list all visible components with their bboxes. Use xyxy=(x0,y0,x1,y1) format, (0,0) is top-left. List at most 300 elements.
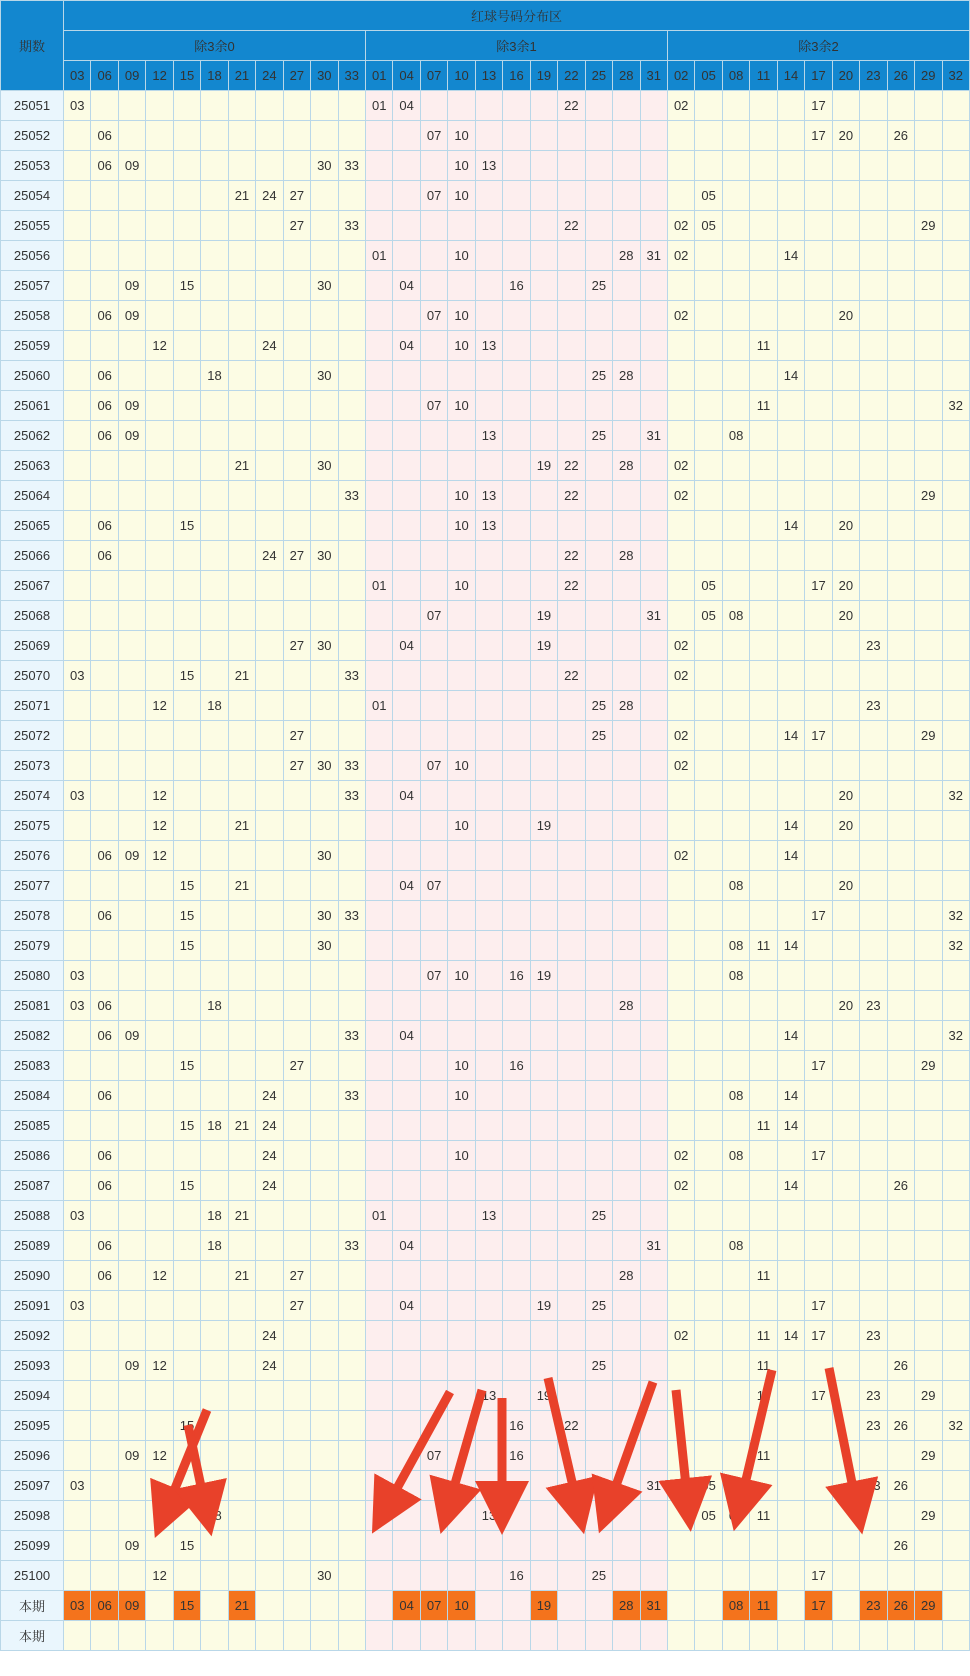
cell-21 xyxy=(228,721,255,751)
cell-02 xyxy=(667,271,694,301)
cell-05 xyxy=(695,1261,722,1291)
cell-33 xyxy=(338,301,365,331)
period-cell: 25099 xyxy=(1,1531,64,1561)
cell-22 xyxy=(558,271,585,301)
cell-02 xyxy=(667,181,694,211)
cell-10: 10 xyxy=(448,1141,475,1171)
cell-09 xyxy=(118,361,145,391)
cell-05 xyxy=(695,931,722,961)
cell-20: 20 xyxy=(832,871,859,901)
current-cell-12 xyxy=(146,1621,173,1651)
cell-10: 10 xyxy=(448,811,475,841)
cell-10 xyxy=(448,211,475,241)
cell-23 xyxy=(860,961,887,991)
cell-12 xyxy=(146,271,173,301)
table-body xyxy=(1,91,970,1591)
cell-02: 02 xyxy=(667,211,694,241)
cell-32 xyxy=(942,871,970,901)
cell-23 xyxy=(860,91,887,121)
cell-03: 03 xyxy=(64,661,91,691)
cell-31: 31 xyxy=(640,601,667,631)
table-row xyxy=(1,451,970,481)
cell-22: 22 xyxy=(558,661,585,691)
cell-18 xyxy=(201,601,228,631)
cell-07: 07 xyxy=(420,121,447,151)
cell-10: 10 xyxy=(448,1081,475,1111)
cell-09 xyxy=(118,1291,145,1321)
cell-20 xyxy=(832,1021,859,1051)
table-row xyxy=(1,751,970,781)
cell-30 xyxy=(311,1291,338,1321)
cell-11 xyxy=(750,991,777,1021)
cell-27 xyxy=(283,121,310,151)
cell-14: 14 xyxy=(777,241,804,271)
cell-26 xyxy=(887,1081,914,1111)
cell-01 xyxy=(365,121,392,151)
current-cell-07 xyxy=(420,1621,447,1651)
cell-31 xyxy=(640,91,667,121)
cell-30: 30 xyxy=(311,451,338,481)
cell-11 xyxy=(750,241,777,271)
cell-13 xyxy=(475,301,502,331)
cell-06 xyxy=(91,1411,118,1441)
cell-09 xyxy=(118,751,145,781)
cell-10 xyxy=(448,91,475,121)
cell-29 xyxy=(915,181,942,211)
cell-06 xyxy=(91,451,118,481)
cell-32 xyxy=(942,301,970,331)
cell-10 xyxy=(448,1561,475,1591)
cell-21: 21 xyxy=(228,451,255,481)
table-row xyxy=(1,1561,970,1591)
cell-20 xyxy=(832,1471,859,1501)
period-cell: 25086 xyxy=(1,1141,64,1171)
period-cell: 25092 xyxy=(1,1321,64,1351)
cell-28 xyxy=(613,1471,640,1501)
cell-11 xyxy=(750,211,777,241)
cell-32 xyxy=(942,1501,970,1531)
cell-13 xyxy=(475,991,502,1021)
cell-14 xyxy=(777,481,804,511)
cell-01 xyxy=(365,361,392,391)
table-row xyxy=(1,991,970,1021)
period-cell: 25094 xyxy=(1,1381,64,1411)
cell-02: 02 xyxy=(667,1171,694,1201)
cell-07 xyxy=(420,1501,447,1531)
cell-21 xyxy=(228,1471,255,1501)
cell-21 xyxy=(228,511,255,541)
cell-26 xyxy=(887,1141,914,1171)
cell-07 xyxy=(420,481,447,511)
cell-26: 26 xyxy=(887,1171,914,1201)
cell-18 xyxy=(201,931,228,961)
cell-33 xyxy=(338,961,365,991)
cell-21: 21 xyxy=(228,811,255,841)
cell-28 xyxy=(613,511,640,541)
cell-05 xyxy=(695,421,722,451)
cell-23 xyxy=(860,1081,887,1111)
cell-12 xyxy=(146,1411,173,1441)
cell-32: 32 xyxy=(942,901,970,931)
cell-09 xyxy=(118,1381,145,1411)
cell-31 xyxy=(640,1051,667,1081)
cell-21 xyxy=(228,1021,255,1051)
cell-11 xyxy=(750,661,777,691)
cell-28 xyxy=(613,631,640,661)
current-cell-09: 09 xyxy=(118,1591,145,1621)
cell-16 xyxy=(503,1201,530,1231)
cell-25 xyxy=(585,961,612,991)
cell-32 xyxy=(942,1081,970,1111)
cell-01 xyxy=(365,901,392,931)
cell-06: 06 xyxy=(91,151,118,181)
cell-08 xyxy=(722,811,749,841)
table-title-row xyxy=(1,1,970,31)
cell-06: 06 xyxy=(91,1081,118,1111)
cell-09 xyxy=(118,781,145,811)
cell-04: 04 xyxy=(393,1021,420,1051)
cell-06 xyxy=(91,1561,118,1591)
table-row xyxy=(1,781,970,811)
cell-16 xyxy=(503,91,530,121)
cell-23 xyxy=(860,1291,887,1321)
cell-11: 11 xyxy=(750,1261,777,1291)
cell-12 xyxy=(146,901,173,931)
current-cell-33 xyxy=(338,1621,365,1651)
cell-11 xyxy=(750,181,777,211)
period-cell: 25060 xyxy=(1,361,64,391)
cell-29: 29 xyxy=(915,1051,942,1081)
cell-25: 25 xyxy=(585,1351,612,1381)
cell-22 xyxy=(558,961,585,991)
cell-15: 15 xyxy=(173,1051,200,1081)
cell-20 xyxy=(832,1531,859,1561)
cell-30 xyxy=(311,241,338,271)
cell-30 xyxy=(311,301,338,331)
table-row xyxy=(1,841,970,871)
current-period-row-2 xyxy=(1,1621,970,1651)
cell-19 xyxy=(530,421,557,451)
cell-12 xyxy=(146,511,173,541)
cell-24 xyxy=(256,1291,283,1321)
current-cell-05 xyxy=(695,1591,722,1621)
current-cell-22 xyxy=(558,1591,585,1621)
cell-16 xyxy=(503,691,530,721)
cell-01 xyxy=(365,301,392,331)
cell-10: 10 xyxy=(448,121,475,151)
cell-08 xyxy=(722,211,749,241)
cell-15 xyxy=(173,151,200,181)
current-cell-15 xyxy=(173,1621,200,1651)
cell-28: 28 xyxy=(613,451,640,481)
cell-07 xyxy=(420,811,447,841)
cell-08 xyxy=(722,781,749,811)
cell-29 xyxy=(915,541,942,571)
cell-06 xyxy=(91,1501,118,1531)
cell-19 xyxy=(530,361,557,391)
cell-06 xyxy=(91,241,118,271)
cell-33 xyxy=(338,331,365,361)
cell-32 xyxy=(942,1201,970,1231)
cell-18 xyxy=(201,241,228,271)
table-row xyxy=(1,331,970,361)
cell-07 xyxy=(420,361,447,391)
cell-14 xyxy=(777,1561,804,1591)
cell-04: 04 xyxy=(393,631,420,661)
cell-03 xyxy=(64,451,91,481)
cell-15 xyxy=(173,1441,200,1471)
period-cell: 25069 xyxy=(1,631,64,661)
cell-17 xyxy=(805,631,832,661)
cell-32: 32 xyxy=(942,931,970,961)
cell-21 xyxy=(228,1411,255,1441)
cell-30 xyxy=(311,601,338,631)
cell-29 xyxy=(915,661,942,691)
cell-31 xyxy=(640,1411,667,1441)
cell-09 xyxy=(118,871,145,901)
period-cell: 25051 xyxy=(1,91,64,121)
cell-13 xyxy=(475,691,502,721)
cell-09 xyxy=(118,91,145,121)
period-cell: 25085 xyxy=(1,1111,64,1141)
cell-32 xyxy=(942,751,970,781)
cell-12 xyxy=(146,1051,173,1081)
current-cell-10: 10 xyxy=(448,1591,475,1621)
number-header-27: 27 xyxy=(283,61,310,91)
cell-32 xyxy=(942,1171,970,1201)
cell-25 xyxy=(585,451,612,481)
cell-09 xyxy=(118,1261,145,1291)
cell-25 xyxy=(585,991,612,1021)
cell-18 xyxy=(201,511,228,541)
current-cell-25 xyxy=(585,1621,612,1651)
cell-22: 22 xyxy=(558,571,585,601)
cell-31 xyxy=(640,1561,667,1591)
cell-23 xyxy=(860,1141,887,1171)
cell-24: 24 xyxy=(256,1171,283,1201)
cell-05 xyxy=(695,91,722,121)
cell-18 xyxy=(201,841,228,871)
cell-12 xyxy=(146,1231,173,1261)
cell-16 xyxy=(503,1021,530,1051)
cell-26 xyxy=(887,241,914,271)
cell-29 xyxy=(915,1261,942,1291)
number-header-18: 18 xyxy=(201,61,228,91)
cell-16 xyxy=(503,991,530,1021)
cell-25 xyxy=(585,811,612,841)
cell-13 xyxy=(475,571,502,601)
cell-24: 24 xyxy=(256,331,283,361)
cell-16 xyxy=(503,1261,530,1291)
cell-07 xyxy=(420,781,447,811)
number-header-17: 17 xyxy=(805,61,832,91)
cell-01 xyxy=(365,1021,392,1051)
cell-16 xyxy=(503,421,530,451)
cell-04: 04 xyxy=(393,331,420,361)
cell-21 xyxy=(228,241,255,271)
cell-29 xyxy=(915,601,942,631)
period-cell: 25071 xyxy=(1,691,64,721)
cell-18 xyxy=(201,1051,228,1081)
cell-17 xyxy=(805,451,832,481)
cell-29 xyxy=(915,151,942,181)
cell-21 xyxy=(228,391,255,421)
cell-17: 17 xyxy=(805,571,832,601)
cell-27 xyxy=(283,811,310,841)
cell-33 xyxy=(338,391,365,421)
cell-20 xyxy=(832,151,859,181)
cell-02 xyxy=(667,1471,694,1501)
cell-24: 24 xyxy=(256,541,283,571)
period-cell: 25056 xyxy=(1,241,64,271)
cell-22 xyxy=(558,1261,585,1291)
period-cell: 25080 xyxy=(1,961,64,991)
period-cell: 25064 xyxy=(1,481,64,511)
cell-20 xyxy=(832,901,859,931)
cell-09 xyxy=(118,991,145,1021)
cell-27 xyxy=(283,1381,310,1411)
cell-18 xyxy=(201,571,228,601)
cell-26 xyxy=(887,961,914,991)
period-cell: 25053 xyxy=(1,151,64,181)
cell-18 xyxy=(201,781,228,811)
cell-05 xyxy=(695,1201,722,1231)
table-row xyxy=(1,571,970,601)
cell-21 xyxy=(228,1501,255,1531)
cell-14: 14 xyxy=(777,361,804,391)
cell-31 xyxy=(640,1441,667,1471)
cell-24 xyxy=(256,1501,283,1531)
cell-25 xyxy=(585,781,612,811)
cell-05 xyxy=(695,1411,722,1441)
cell-28 xyxy=(613,1021,640,1051)
cell-09 xyxy=(118,1171,145,1201)
cell-16 xyxy=(503,1531,530,1561)
current-cell-21: 21 xyxy=(228,1591,255,1621)
cell-11: 11 xyxy=(750,331,777,361)
cell-08 xyxy=(722,1471,749,1501)
cell-23 xyxy=(860,511,887,541)
cell-24 xyxy=(256,511,283,541)
cell-13 xyxy=(475,1021,502,1051)
cell-13: 13 xyxy=(475,511,502,541)
cell-29 xyxy=(915,871,942,901)
cell-10 xyxy=(448,1471,475,1501)
cell-16 xyxy=(503,781,530,811)
cell-08 xyxy=(722,481,749,511)
cell-03 xyxy=(64,331,91,361)
cell-25: 25 xyxy=(585,271,612,301)
cell-30 xyxy=(311,571,338,601)
cell-29 xyxy=(915,1231,942,1261)
cell-19 xyxy=(530,271,557,301)
cell-16 xyxy=(503,211,530,241)
cell-19 xyxy=(530,871,557,901)
cell-10 xyxy=(448,541,475,571)
cell-13 xyxy=(475,1351,502,1381)
cell-18 xyxy=(201,1081,228,1111)
cell-23 xyxy=(860,1171,887,1201)
cell-26 xyxy=(887,1201,914,1231)
cell-26 xyxy=(887,841,914,871)
cell-15 xyxy=(173,1081,200,1111)
cell-09 xyxy=(118,601,145,631)
cell-21 xyxy=(228,481,255,511)
cell-33 xyxy=(338,601,365,631)
cell-07 xyxy=(420,1411,447,1441)
current-cell-27 xyxy=(283,1591,310,1621)
cell-27: 27 xyxy=(283,751,310,781)
cell-11 xyxy=(750,901,777,931)
cell-33: 33 xyxy=(338,1081,365,1111)
cell-03 xyxy=(64,1351,91,1381)
current-cell-14 xyxy=(777,1621,804,1651)
cell-22 xyxy=(558,991,585,1021)
cell-33 xyxy=(338,181,365,211)
cell-07 xyxy=(420,1471,447,1501)
cell-20: 20 xyxy=(832,301,859,331)
cell-11 xyxy=(750,601,777,631)
period-cell: 25088 xyxy=(1,1201,64,1231)
cell-30 xyxy=(311,1021,338,1051)
cell-12 xyxy=(146,301,173,331)
period-cell: 25074 xyxy=(1,781,64,811)
cell-03: 03 xyxy=(64,991,91,1021)
cell-32 xyxy=(942,1381,970,1411)
cell-28 xyxy=(613,1171,640,1201)
cell-22 xyxy=(558,301,585,331)
period-cell: 25063 xyxy=(1,451,64,481)
cell-05 xyxy=(695,1171,722,1201)
cell-09: 09 xyxy=(118,841,145,871)
cell-05 xyxy=(695,691,722,721)
cell-14 xyxy=(777,1201,804,1231)
cell-18 xyxy=(201,631,228,661)
cell-19: 19 xyxy=(530,1381,557,1411)
cell-06: 06 xyxy=(91,301,118,331)
cell-31: 31 xyxy=(640,241,667,271)
cell-23 xyxy=(860,211,887,241)
cell-29 xyxy=(915,1351,942,1381)
cell-33 xyxy=(338,541,365,571)
cell-02 xyxy=(667,601,694,631)
cell-16 xyxy=(503,1171,530,1201)
cell-08 xyxy=(722,1321,749,1351)
cell-19 xyxy=(530,1441,557,1471)
cell-03 xyxy=(64,1021,91,1051)
cell-10 xyxy=(448,691,475,721)
cell-06 xyxy=(91,781,118,811)
cell-13 xyxy=(475,1141,502,1171)
cell-31 xyxy=(640,361,667,391)
cell-04 xyxy=(393,601,420,631)
cell-03 xyxy=(64,871,91,901)
cell-06 xyxy=(91,751,118,781)
cell-01 xyxy=(365,421,392,451)
cell-19 xyxy=(530,1111,557,1141)
cell-03 xyxy=(64,121,91,151)
cell-26 xyxy=(887,931,914,961)
period-cell: 25065 xyxy=(1,511,64,541)
cell-26 xyxy=(887,181,914,211)
cell-01 xyxy=(365,1111,392,1141)
cell-31: 31 xyxy=(640,1231,667,1261)
cell-24 xyxy=(256,991,283,1021)
cell-04 xyxy=(393,841,420,871)
cell-30 xyxy=(311,421,338,451)
cell-17 xyxy=(805,511,832,541)
cell-32: 32 xyxy=(942,1411,970,1441)
